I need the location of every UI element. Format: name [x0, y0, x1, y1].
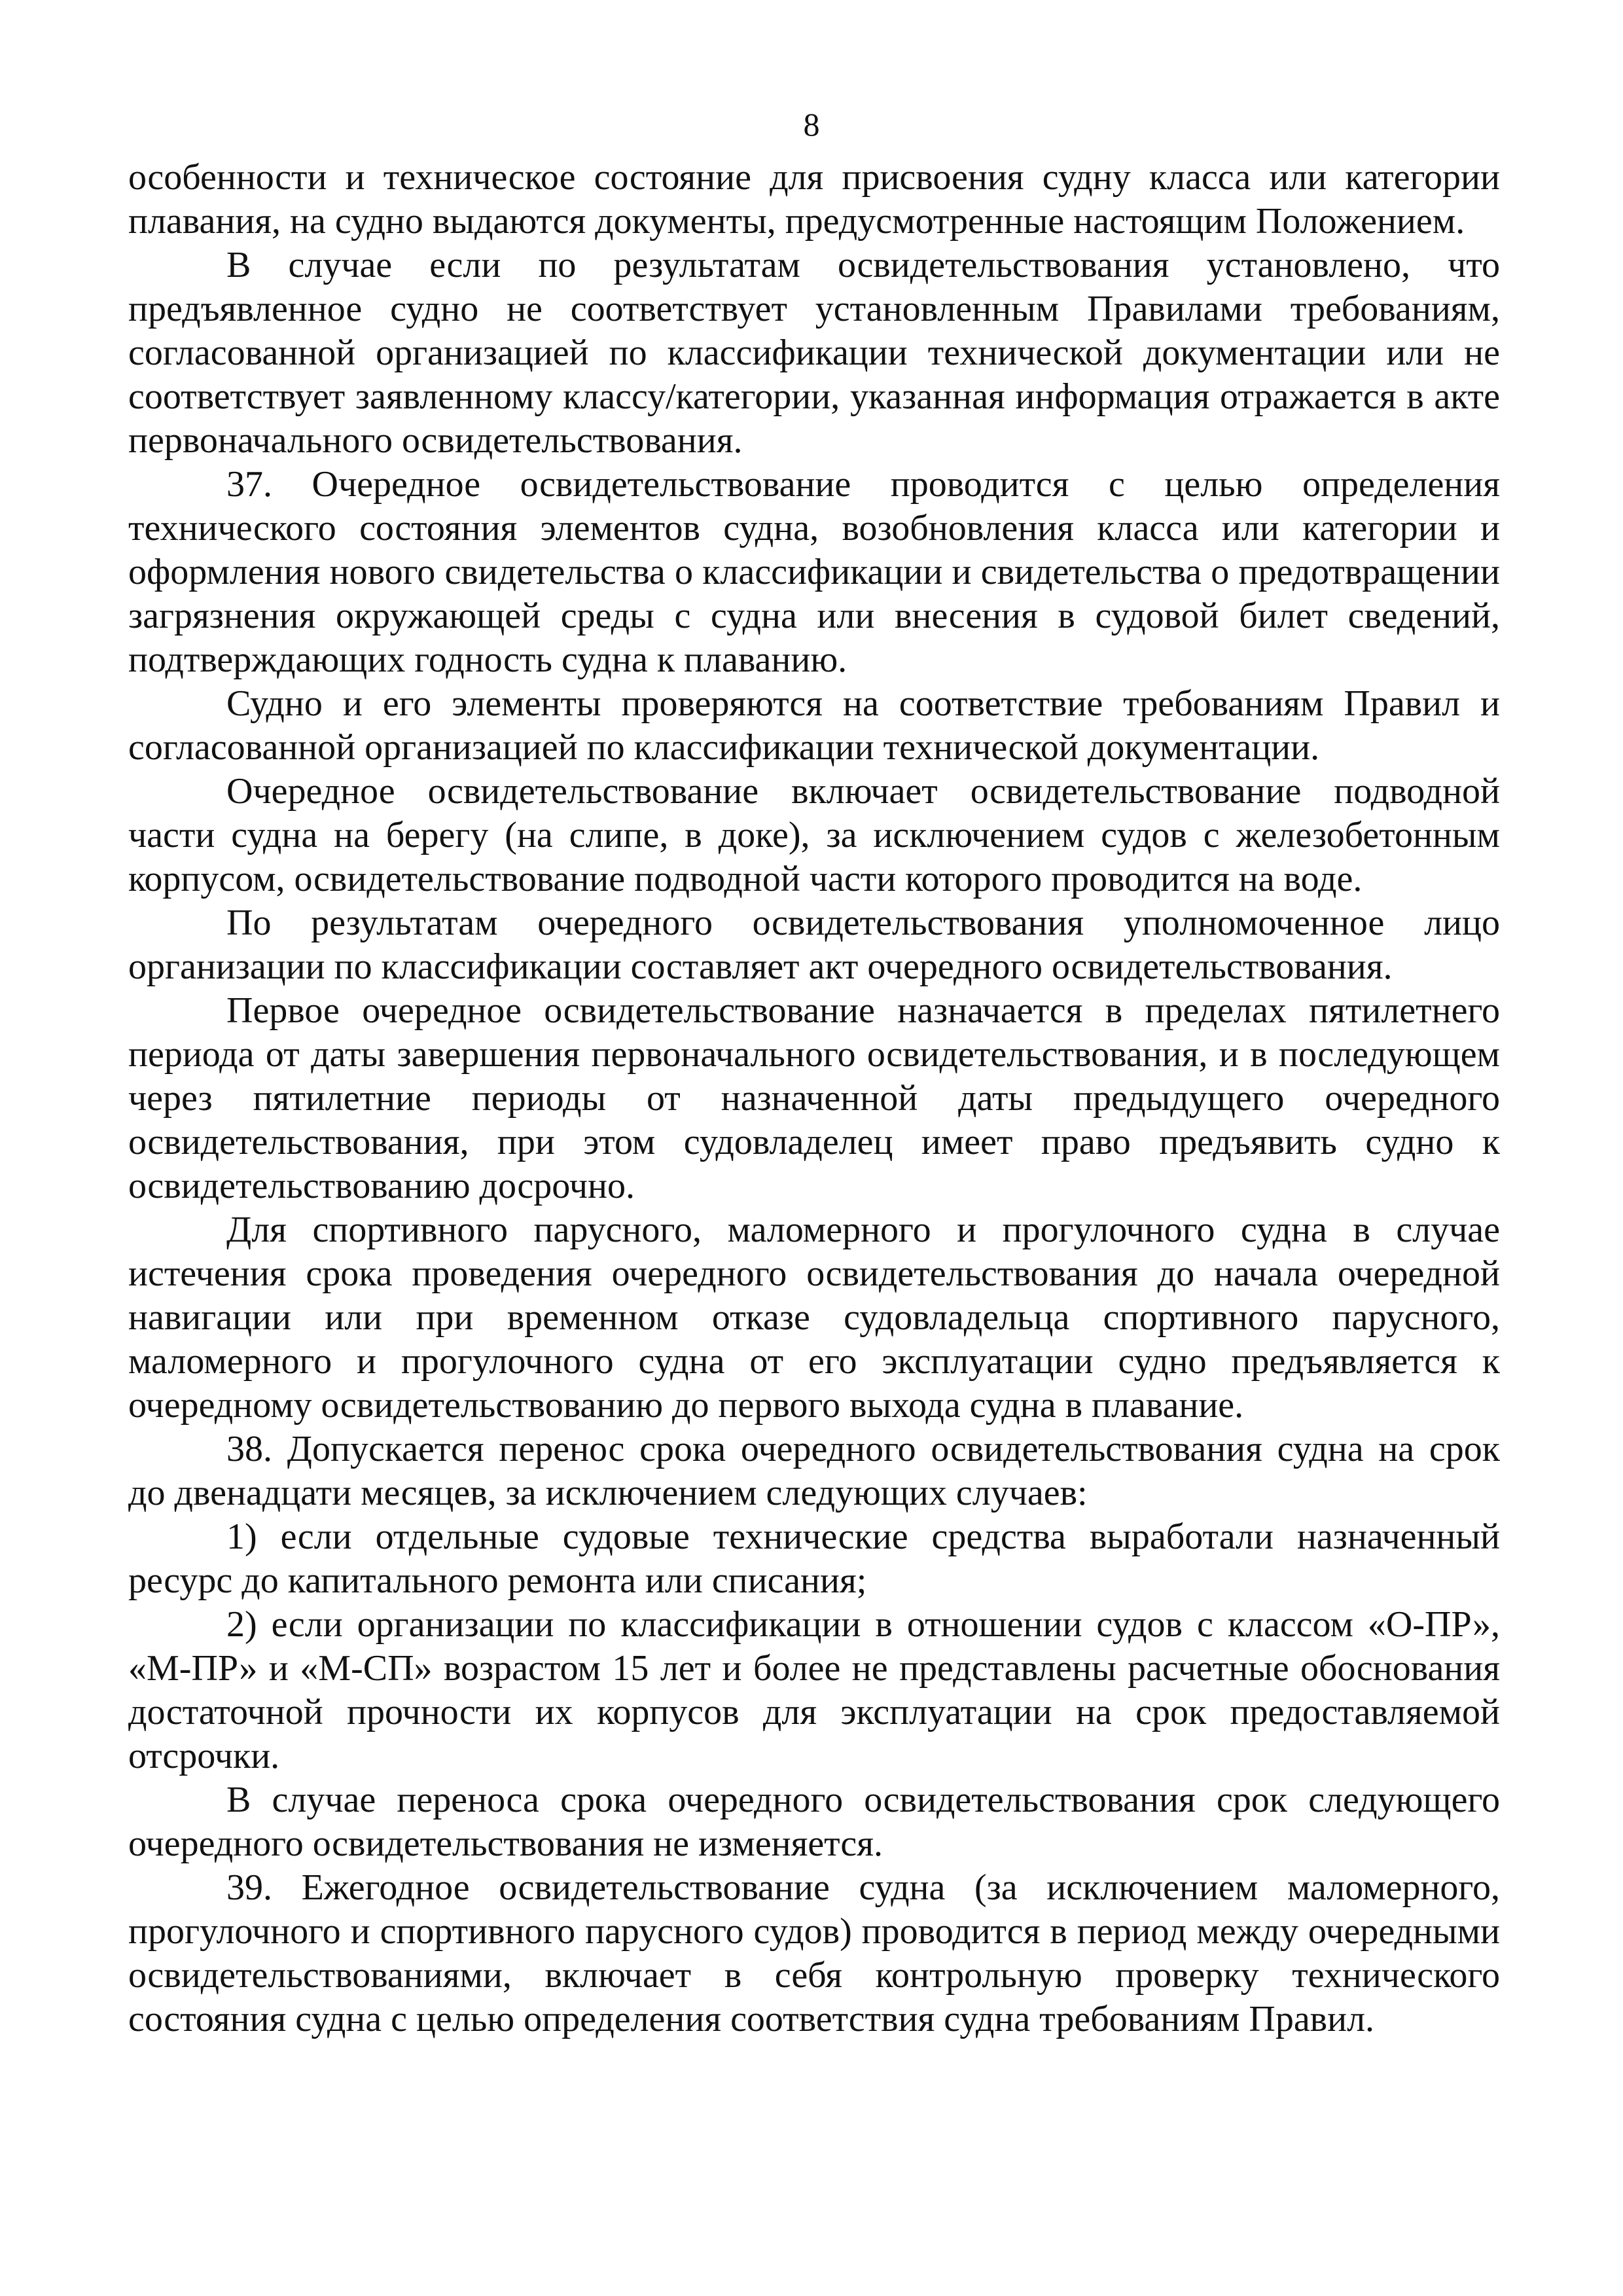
paragraph-sport-vessels: Для спортивного парусного, маломерного и прогулочного судна в случае истечения срока проведения очередного освидетельствования до начала очередной навигации или при временном отказе судовладельца спортивного парусного, маломерного и прогулочного судна от его эксплуатации судно предъявляется к очередному освидетельствованию до первого выхода судна в плавание.: [128, 1210, 1500, 1426]
paragraph-elements-check: Судно и его элементы проверяются на соответствие требованиям Правил и согласованной организацией по классификации технической документации.: [128, 683, 1500, 768]
list-item-2: 2) если организации по классификации в отношении судов с классом «О-ПР», «М-ПР» и «М-СП» возрастом 15 лет и более не представлены расчетные обоснования достаточной прочности их корпусов для эксплуатации на срок предоставляемой отсрочки.: [128, 1604, 1500, 1776]
list-item-1: 1) если отдельные судовые технические средства выработали назначенный ресурс до капитального ремонта или списания;: [128, 1516, 1500, 1601]
document-body: [128, 156, 1500, 2041]
paragraph-underwater-survey: Очередное освидетельствование включает освидетельствование подводной части судна на берегу (на слипе, в доке), за исключением судов с железобетонным корпусом, освидетельствование подводной части которого проводится на воде.: [128, 771, 1500, 899]
paragraph-item-38: 38. Допускается перенос срока очередного освидетельствования судна на срок до двенадцати месяцев, за исключением следующих случаев:: [128, 1429, 1500, 1513]
paragraph-first-survey: Первое очередное освидетельствование назначается в пределах пятилетнего периода от даты завершения первоначального освидетельствования, и в последующем через пятилетние периоды от назначенной даты предыдущего очередного освидетельствования, при этом судовладелец имеет право предъявить судно к освидетельствованию досрочно.: [128, 990, 1500, 1206]
paragraph-survey-act: По результатам очередного освидетельствования уполномоченное лицо организации по классификации составляет акт очередного освидетельствования.: [128, 903, 1500, 987]
paragraph-item-39: 39. Ежегодное освидетельствование судна (за исключением маломерного, прогулочного и спортивного парусного судов) проводится в период между очередными освидетельствованиями, включает в себя контрольную проверку технического состояния судна с целью определения соответствия судна требованиям Правил.: [128, 1867, 1500, 2039]
paragraph-postponement: В случае переноса срока очередного освидетельствования срок следующего очередного освидетельствования не изменяется.: [128, 1780, 1500, 1864]
page-number: 8: [803, 106, 820, 143]
paragraph-continuation: особенности и техническое состояние для присвоения судну класса или категории плавания, на судно выдаются документы, предусмотренные настоящим Положением.: [128, 157, 1500, 242]
paragraph-item-37: 37. Очередное освидетельствование проводится с целью определения технического состояния элементов судна, возобновления класса или категории и оформления нового свидетельства о классификации и свидетельства о предотвращении загрязнения окружающей среды с судна или внесения в судовой билет сведений, подтверждающих годность судна к плаванию.: [128, 464, 1500, 680]
paragraph-non-compliance: В случае если по результатам освидетельствования установлено, что предъявленное судно не соответствует установленным Правилами требованиям, согласованной организацией по классификации технической документации или не соответствует заявленному классу/категории, указанная информация отражается в акте первоначального освидетельствования.: [128, 245, 1500, 461]
